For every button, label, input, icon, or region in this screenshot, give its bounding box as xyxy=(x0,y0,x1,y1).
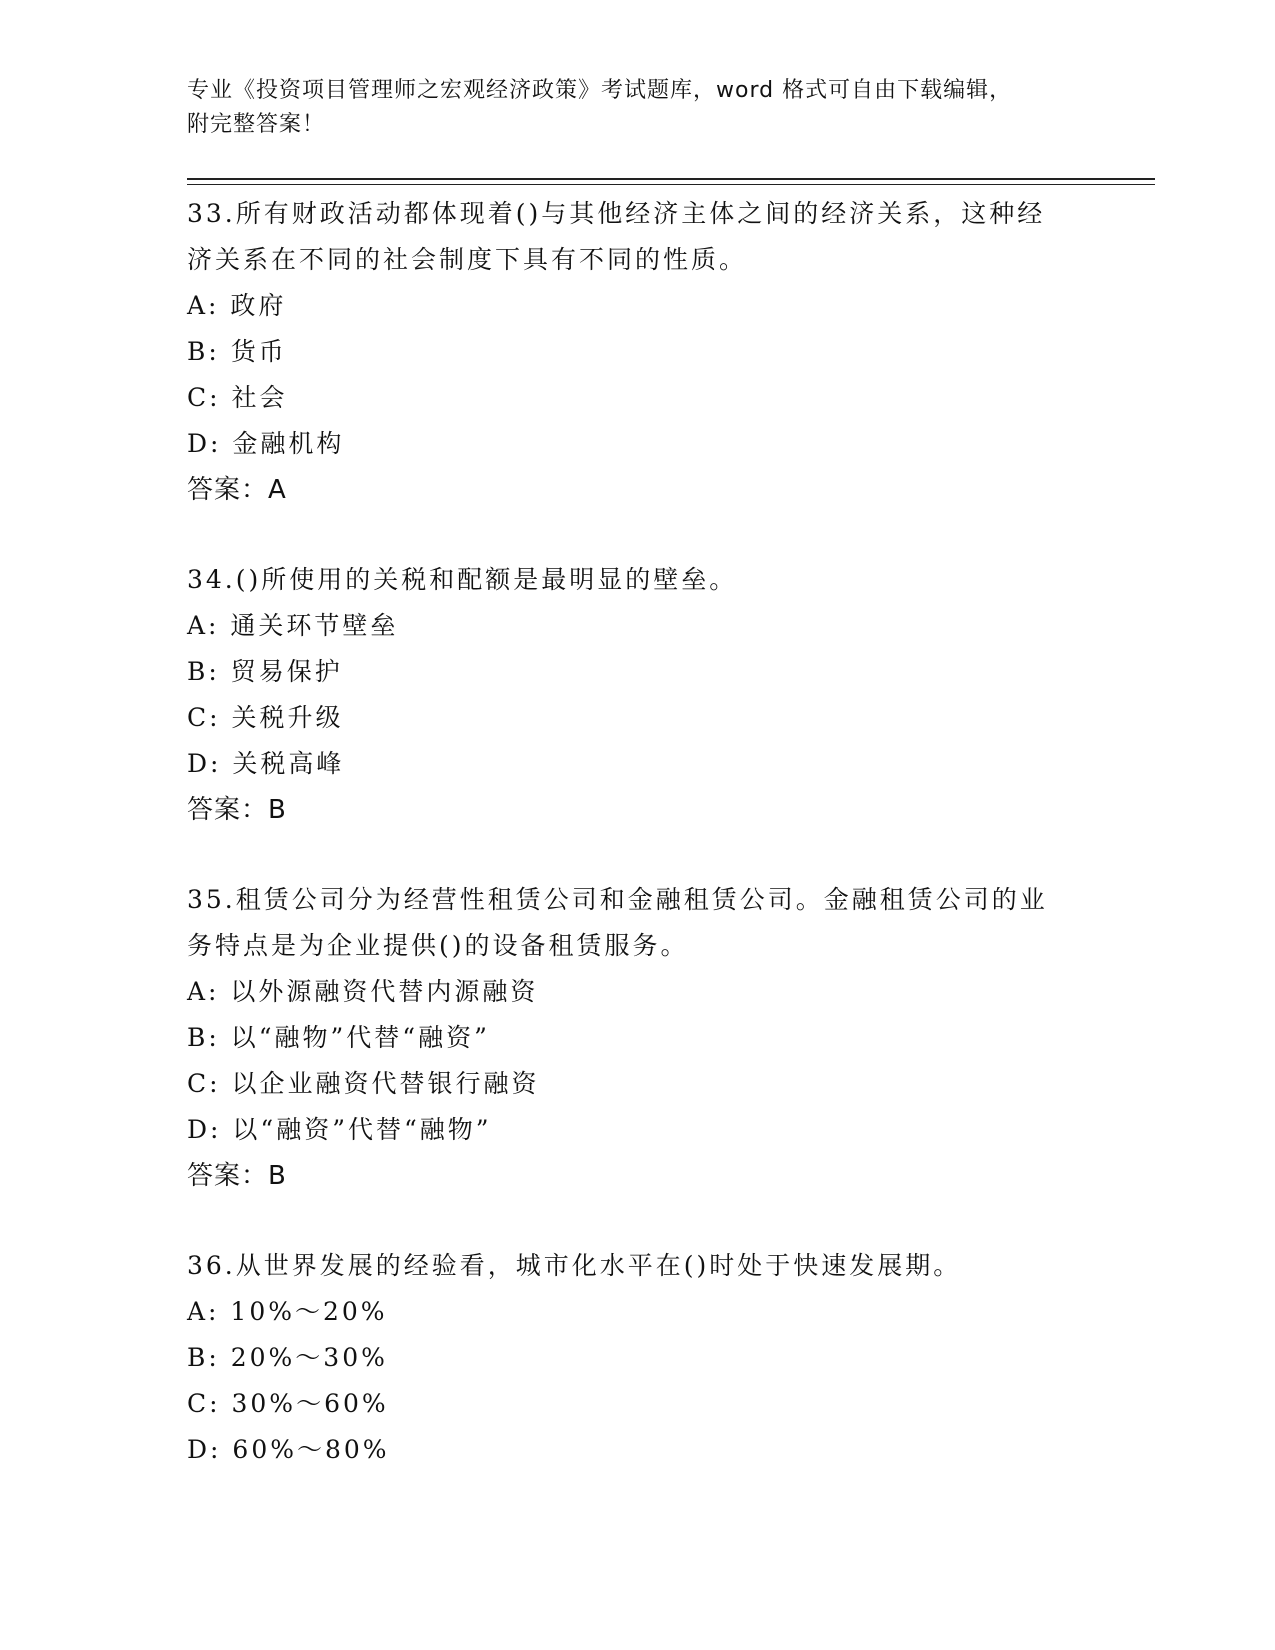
option-b: B: 20%～30% xyxy=(187,1343,388,1372)
answer: 答案：B xyxy=(187,1161,287,1191)
question-34 xyxy=(187,557,1087,833)
option-d: D: 关税高峰 xyxy=(187,749,345,778)
option-a: A: 政府 xyxy=(187,291,287,320)
question-list xyxy=(187,191,1087,1517)
question-stem: 35.租赁公司分为经营性租赁公司和金融租赁公司。金融租赁公司的业 xyxy=(187,885,1048,914)
option-d: D: 以“融资”代替“融物” xyxy=(187,1115,492,1144)
option-a: A: 通关环节壁垒 xyxy=(187,611,399,640)
option-c: C: 关税升级 xyxy=(187,703,344,732)
answer: 答案：A xyxy=(187,475,287,505)
option-b: B: 以“融物”代替“融资” xyxy=(187,1023,490,1052)
question-35 xyxy=(187,877,1087,1199)
document-header xyxy=(187,74,1147,142)
question-36 xyxy=(187,1243,1087,1473)
option-b: B: 贸易保护 xyxy=(187,657,343,686)
option-c: C: 30%～60% xyxy=(187,1389,389,1418)
option-a: A: 10%～20% xyxy=(187,1297,388,1326)
question-stem-continued: 务特点是为企业提供()的设备租赁服务。 xyxy=(187,931,689,960)
header-divider-thin xyxy=(187,184,1155,185)
question-stem: 36.从世界发展的经验看，城市化水平在()时处于快速发展期。 xyxy=(187,1251,962,1280)
question-33 xyxy=(187,191,1087,513)
option-b: B: 货币 xyxy=(187,337,287,366)
question-stem: 34.()所使用的关税和配额是最明显的壁垒。 xyxy=(187,565,738,594)
question-stem-continued: 济关系在不同的社会制度下具有不同的性质。 xyxy=(187,245,748,274)
header-line-1: 专业《投资项目管理师之宏观经济政策》考试题库，word 格式可自由下载编辑， xyxy=(187,78,1013,103)
option-a: A: 以外源融资代替内源融资 xyxy=(187,977,539,1006)
header-line-2: 附完整答案！ xyxy=(187,112,326,137)
option-c: C: 以企业融资代替银行融资 xyxy=(187,1069,540,1098)
header-divider xyxy=(187,178,1155,180)
question-stem: 33.所有财政活动都体现着()与其他经济主体之间的经济关系，这种经 xyxy=(187,199,1046,228)
option-d: D: 60%～80% xyxy=(187,1435,390,1464)
answer: 答案：B xyxy=(187,795,287,825)
option-d: D: 金融机构 xyxy=(187,429,345,458)
option-c: C: 社会 xyxy=(187,383,288,412)
